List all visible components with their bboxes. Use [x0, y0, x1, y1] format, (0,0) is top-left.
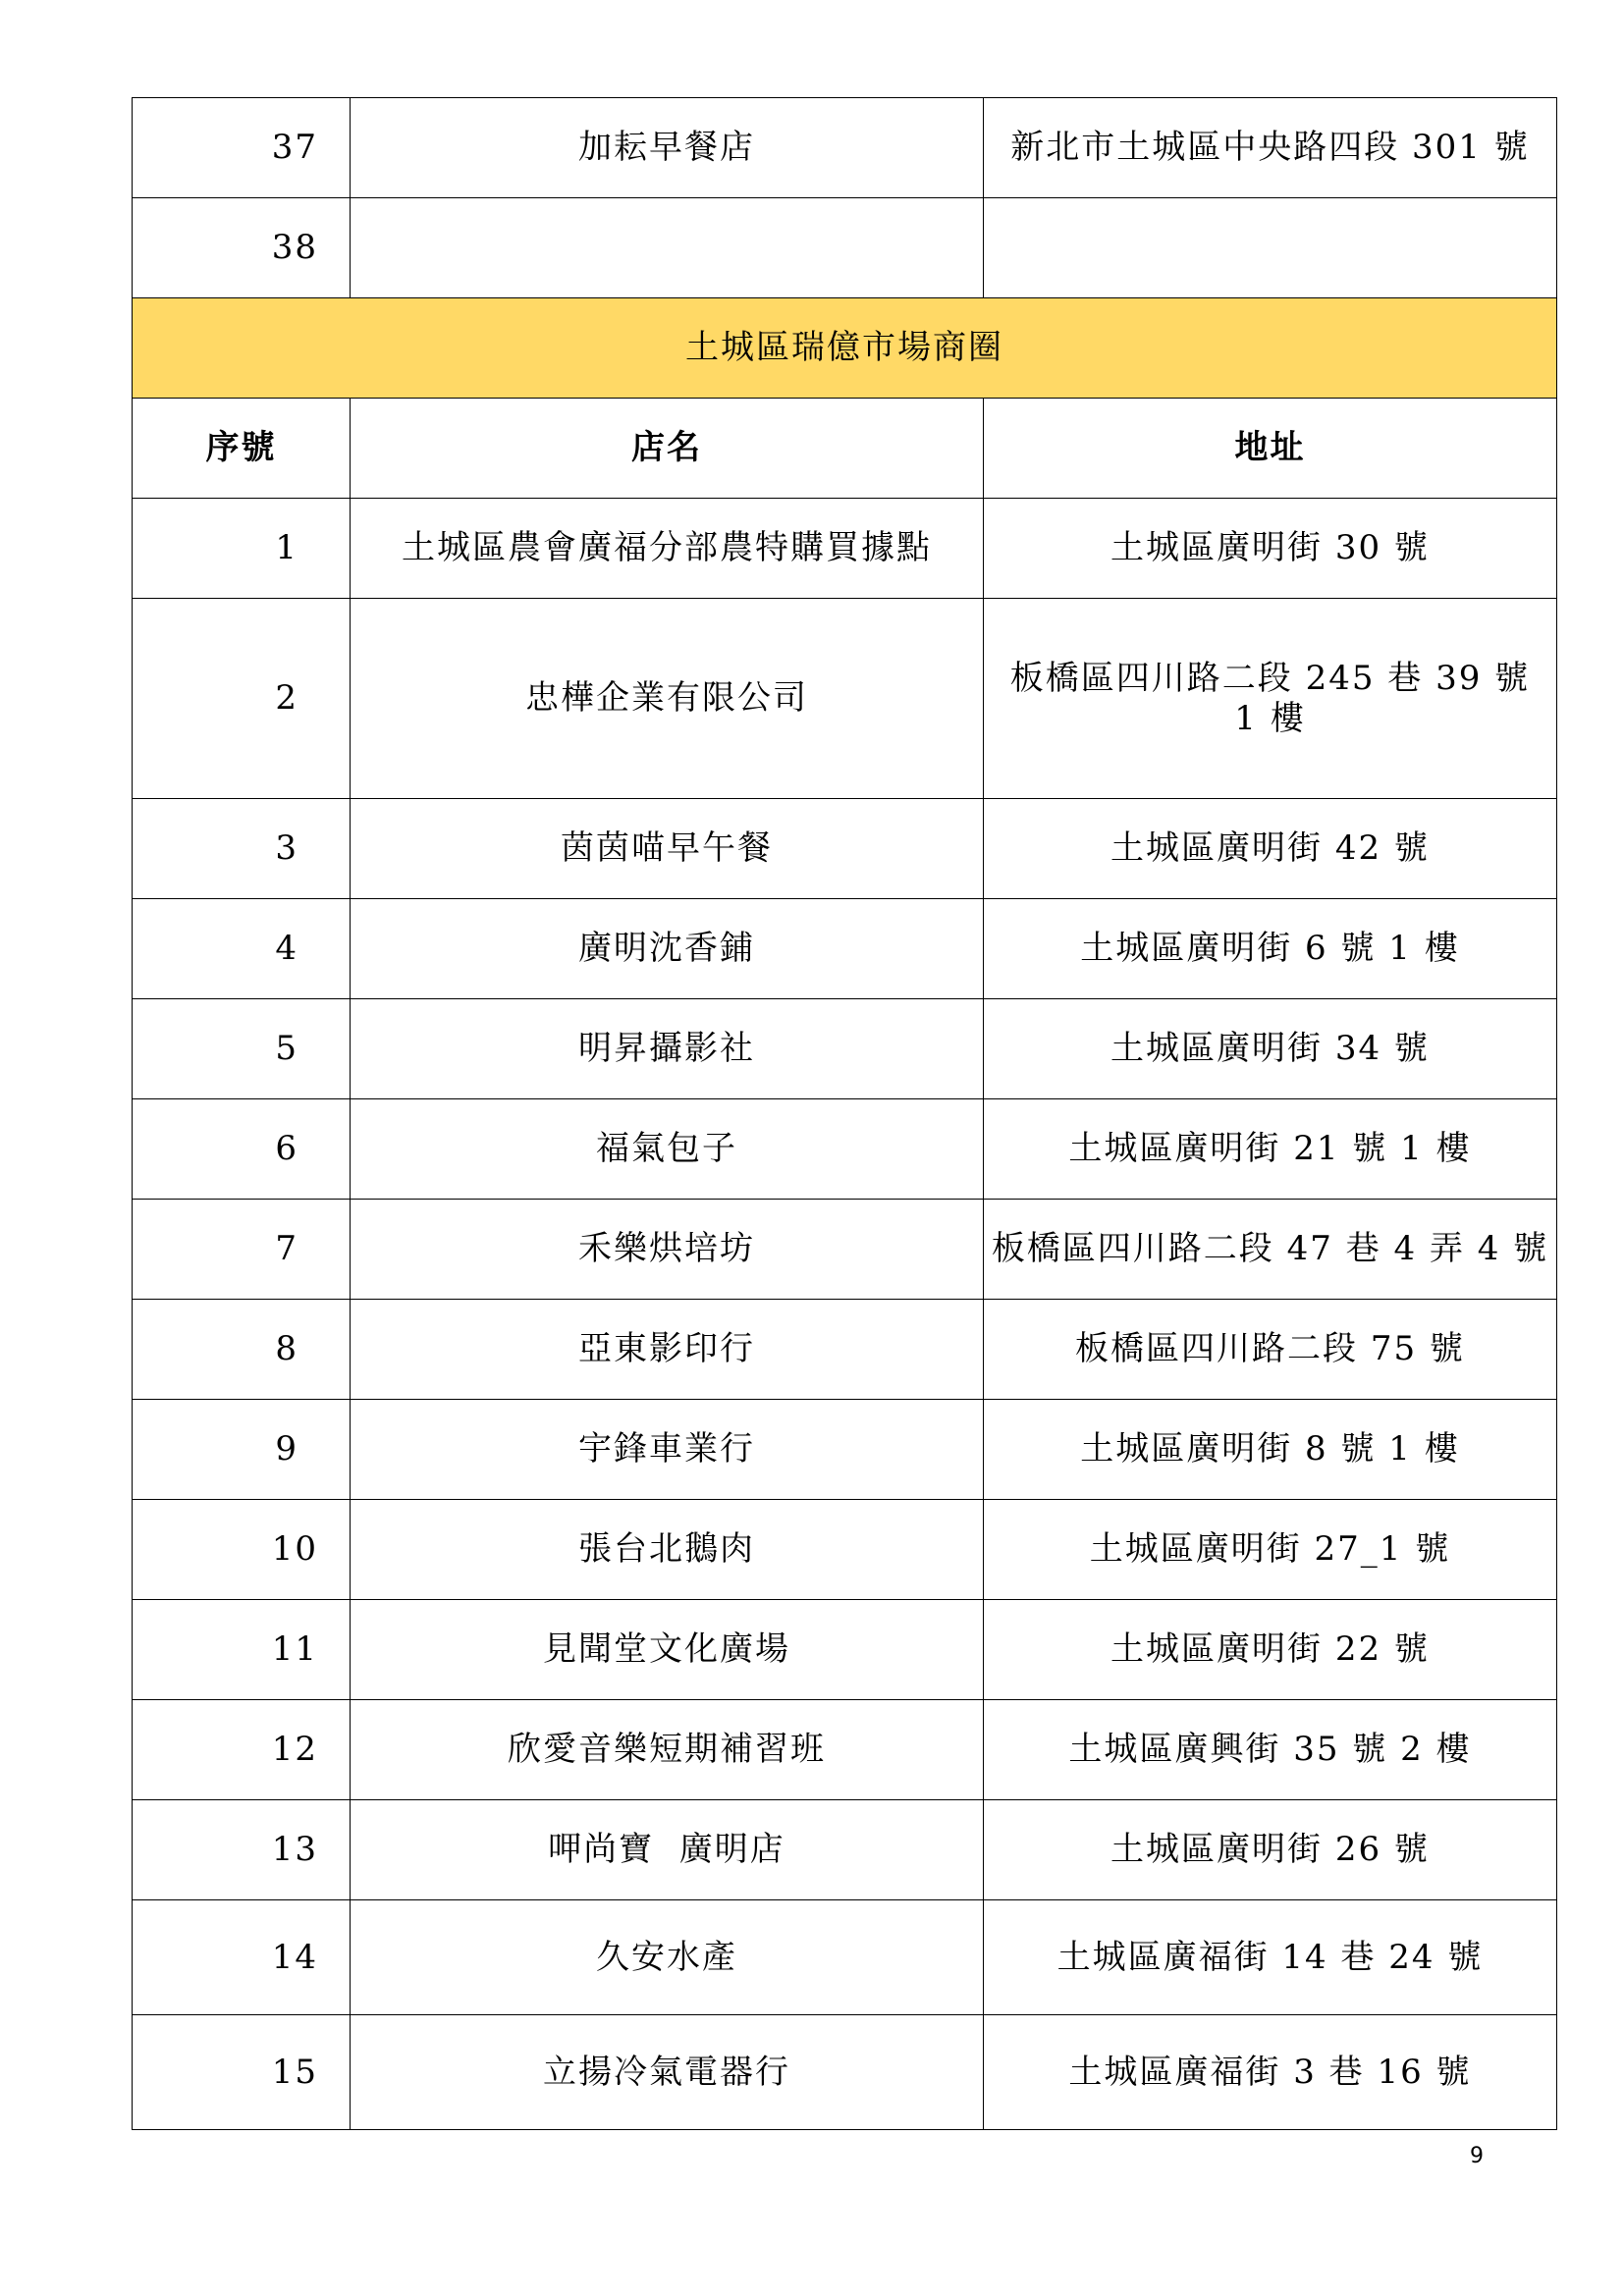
table-row — [133, 1700, 1557, 1800]
store-address: 土城區廣福街 14 巷 24 號 — [984, 1900, 1557, 2015]
row-number: 37 — [133, 98, 351, 198]
store-name: 宇鋒車業行 — [351, 1400, 984, 1500]
store-address: 板橋區四川路二段 75 號 — [984, 1300, 1557, 1400]
table-row — [133, 599, 1557, 799]
section-title: 土城區瑞億市場商圈 — [133, 298, 1557, 399]
table-row — [133, 2015, 1557, 2130]
row-number: 3 — [133, 799, 351, 899]
column-header-row — [133, 399, 1557, 499]
table-row — [133, 499, 1557, 599]
store-name: 茵茵喵早午餐 — [351, 799, 984, 899]
store-address: 板橋區四川路二段 47 巷 4 弄 4 號 — [984, 1200, 1557, 1300]
store-name: 久安水產 — [351, 1900, 984, 2015]
store-name: 禾樂烘培坊 — [351, 1200, 984, 1300]
row-number: 6 — [133, 1099, 351, 1200]
store-address: 土城區廣明街 6 號 1 樓 — [984, 899, 1557, 999]
store-name: 張台北鵝肉 — [351, 1500, 984, 1600]
store-address: 土城區廣明街 8 號 1 樓 — [984, 1400, 1557, 1500]
store-name — [351, 198, 984, 298]
store-name: 欣愛音樂短期補習班 — [351, 1700, 984, 1800]
column-header-number: 序號 — [133, 399, 351, 499]
store-address: 新北市土城區中央路四段 301 號 — [984, 98, 1557, 198]
store-name: 廣明沈香鋪 — [351, 899, 984, 999]
column-header-address: 地址 — [984, 399, 1557, 499]
store-name: 忠樺企業有限公司 — [351, 599, 984, 799]
store-address: 土城區廣明街 42 號 — [984, 799, 1557, 899]
column-header-name: 店名 — [351, 399, 984, 499]
table-row — [133, 1600, 1557, 1700]
row-number: 5 — [133, 999, 351, 1099]
table-row — [133, 98, 1557, 198]
row-number: 12 — [133, 1700, 351, 1800]
store-name: 立揚冷氣電器行 — [351, 2015, 984, 2130]
row-number: 13 — [133, 1800, 351, 1900]
store-address: 土城區廣福街 3 巷 16 號 — [984, 2015, 1557, 2130]
table-row — [133, 1099, 1557, 1200]
row-number: 38 — [133, 198, 351, 298]
table-row — [133, 1300, 1557, 1400]
store-name: 福氣包子 — [351, 1099, 984, 1200]
store-address: 土城區廣明街 30 號 — [984, 499, 1557, 599]
table-row — [133, 1500, 1557, 1600]
row-number: 8 — [133, 1300, 351, 1400]
store-address: 土城區廣明街 22 號 — [984, 1600, 1557, 1700]
table-row — [133, 799, 1557, 899]
store-address: 板橋區四川路二段 245 巷 39 號 1 樓 — [984, 599, 1557, 799]
store-address: 土城區廣明街 21 號 1 樓 — [984, 1099, 1557, 1200]
store-address: 土城區廣明街 34 號 — [984, 999, 1557, 1099]
store-name: 呷尚寶 廣明店 — [351, 1800, 984, 1900]
store-name: 明昇攝影社 — [351, 999, 984, 1099]
table-row — [133, 1200, 1557, 1300]
row-number: 1 — [133, 499, 351, 599]
row-number: 4 — [133, 899, 351, 999]
store-listing-table — [132, 97, 1557, 2130]
table-row — [133, 999, 1557, 1099]
table-row — [133, 1400, 1557, 1500]
section-header-row — [133, 298, 1557, 399]
store-address: 土城區廣明街 27_1 號 — [984, 1500, 1557, 1600]
store-name: 亞東影印行 — [351, 1300, 984, 1400]
row-number: 9 — [133, 1400, 351, 1500]
store-name: 土城區農會廣福分部農特購買據點 — [351, 499, 984, 599]
store-address: 土城區廣明街 26 號 — [984, 1800, 1557, 1900]
store-name: 加耘早餐店 — [351, 98, 984, 198]
row-number: 11 — [133, 1600, 351, 1700]
store-address — [984, 198, 1557, 298]
table-row — [133, 899, 1557, 999]
store-address: 土城區廣興街 35 號 2 樓 — [984, 1700, 1557, 1800]
row-number: 14 — [133, 1900, 351, 2015]
row-number: 15 — [133, 2015, 351, 2130]
row-number: 7 — [133, 1200, 351, 1300]
table-row — [133, 1900, 1557, 2015]
store-name: 見聞堂文化廣場 — [351, 1600, 984, 1700]
page-number: 9 — [1470, 2144, 1484, 2168]
row-number: 2 — [133, 599, 351, 799]
row-number: 10 — [133, 1500, 351, 1600]
table-row — [133, 198, 1557, 298]
table-row — [133, 1800, 1557, 1900]
